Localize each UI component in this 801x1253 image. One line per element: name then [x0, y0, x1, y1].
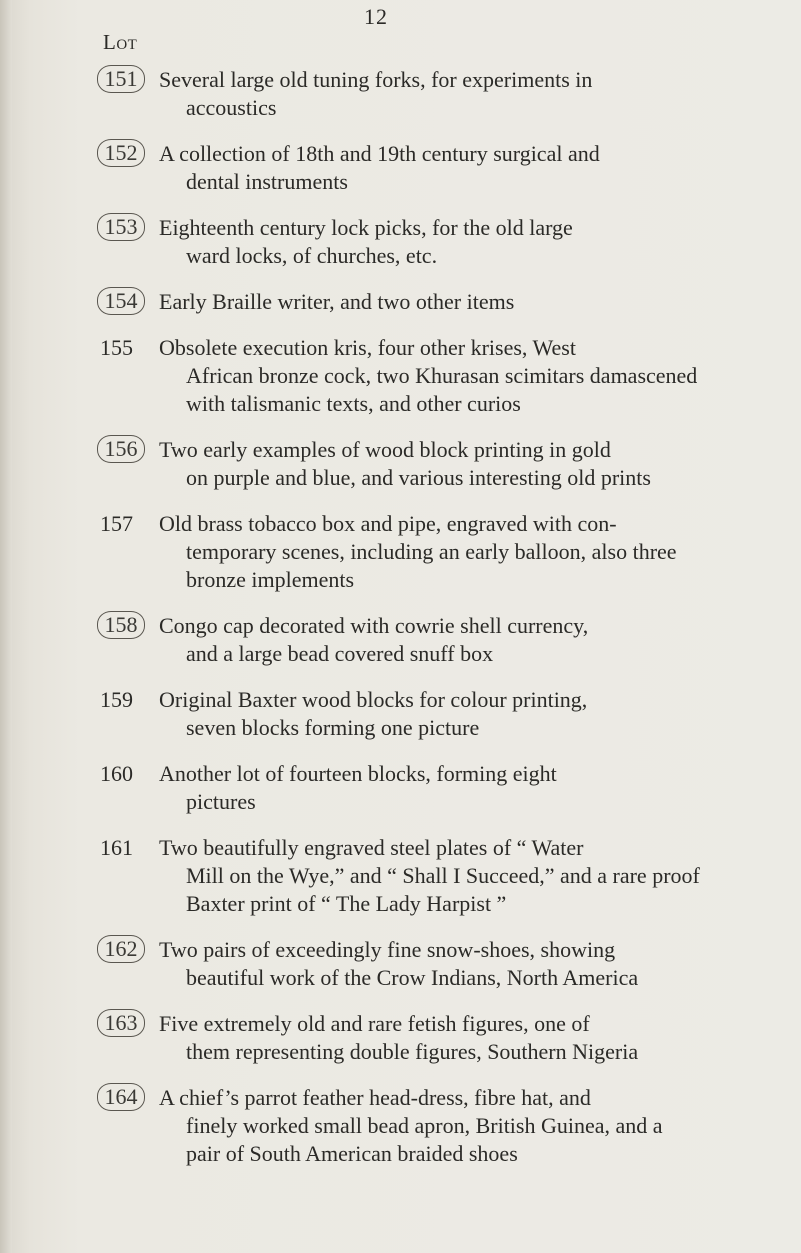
lot-number-circled: 163 — [97, 1009, 145, 1037]
lot-number-circled: 164 — [97, 1083, 145, 1111]
lot-entry — [100, 140, 700, 196]
lot-number: 159 — [100, 687, 133, 712]
lot-description-first-line: Another lot of fourteen blocks, forming eight — [159, 761, 557, 786]
page-spine-shadow — [0, 0, 12, 1253]
lot-description-first-line: Obsolete execution kris, four other krises, West — [159, 335, 576, 360]
lot-description-first-line: Two pairs of exceedingly fine snow-shoes, showing — [159, 937, 616, 962]
lot-description-continuation: finely worked small bead apron, British Guinea, and a pair of South American braided shoes — [186, 1113, 663, 1166]
lot-entry — [100, 288, 700, 316]
lot-entry — [100, 760, 700, 816]
lot-description-first-line: A chief’s parrot feather head-dress, fibre hat, and — [159, 1085, 591, 1110]
lot-description-first-line: Two beautifully engraved steel plates of “ Water — [159, 835, 584, 860]
lot-description-continuation: Mill on the Wye,” and “ Shall I Succeed,” and a rare proof Baxter print of “ The Lady Harpist ” — [186, 863, 700, 916]
lot-description-first-line: Several large old tuning forks, for experiments in — [159, 67, 593, 92]
lot-number-circled: 152 — [97, 139, 145, 167]
lot-description — [159, 834, 700, 918]
lot-description — [159, 214, 700, 270]
lot-description-continuation: ward locks, of churches, etc. — [186, 243, 438, 268]
lot-number-circled: 154 — [97, 287, 145, 315]
lot-entry — [100, 436, 700, 492]
lot-description — [159, 1084, 700, 1168]
lot-description — [159, 334, 700, 418]
lot-description-continuation: temporary scenes, including an early balloon, also three bronze implements — [186, 539, 677, 592]
lot-number-circled: 153 — [97, 213, 145, 241]
lot-description-first-line: Eighteenth century lock picks, for the old large — [159, 215, 573, 240]
lot-description-continuation: seven blocks forming one picture — [186, 715, 480, 740]
lot-entry — [100, 1010, 700, 1066]
lot-description-continuation: beautiful work of the Crow Indians, North America — [186, 965, 639, 990]
lot-description-first-line: Congo cap decorated with cowrie shell currency, — [159, 613, 589, 638]
lot-description — [159, 686, 700, 742]
lot-description-first-line: A collection of 18th and 19th century surgical and — [159, 141, 600, 166]
lot-entry — [100, 334, 700, 418]
lot-column-heading: Lot — [103, 30, 138, 54]
lot-entry — [100, 612, 700, 668]
lot-description — [159, 140, 700, 196]
lot-description-continuation: and a large bead covered snuff box — [186, 641, 494, 666]
lot-number: 160 — [100, 761, 133, 786]
lot-number-circled: 158 — [97, 611, 145, 639]
lot-description — [159, 510, 700, 594]
lot-entry — [100, 510, 700, 594]
lot-number-circled: 151 — [97, 65, 145, 93]
lot-description — [159, 436, 700, 492]
lot-description — [159, 612, 700, 668]
lot-description — [159, 1010, 700, 1066]
lot-entry — [100, 66, 700, 122]
lot-entry — [100, 834, 700, 918]
lot-description-first-line: Original Baxter wood blocks for colour printing, — [159, 687, 588, 712]
lot-number: 161 — [100, 835, 133, 860]
lot-description-first-line: Five extremely old and rare fetish figures, one of — [159, 1011, 590, 1036]
lot-description-continuation: on purple and blue, and various interesting old prints — [186, 465, 651, 490]
lot-number: 155 — [100, 335, 133, 360]
lot-description-continuation: dental instruments — [186, 169, 348, 194]
lot-description — [159, 66, 700, 122]
lot-description-first-line: Early Braille writer, and two other items — [159, 289, 515, 314]
lot-number: 157 — [100, 511, 133, 536]
lot-description — [159, 288, 700, 316]
lot-description — [159, 760, 700, 816]
lot-description-continuation: them representing double figures, Southern Nigeria — [186, 1039, 639, 1064]
lot-number-circled: 162 — [97, 935, 145, 963]
lot-description-first-line: Old brass tobacco box and pipe, engraved with con- — [159, 511, 617, 536]
lot-description-continuation: pictures — [186, 789, 256, 814]
lot-description-continuation: accoustics — [186, 95, 277, 120]
lot-description-continuation: African bronze cock, two Khurasan scimitars damascened with talismanic texts, and other curios — [186, 363, 698, 416]
lot-description — [159, 936, 700, 992]
lot-entry — [100, 1084, 700, 1168]
lot-entry — [100, 686, 700, 742]
lot-entry — [100, 214, 700, 270]
lot-list — [100, 66, 700, 1186]
lot-number-circled: 156 — [97, 435, 145, 463]
page-number: 12 — [364, 4, 388, 29]
lot-entry — [100, 936, 700, 992]
lot-description-first-line: Two early examples of wood block printing in gold — [159, 437, 611, 462]
